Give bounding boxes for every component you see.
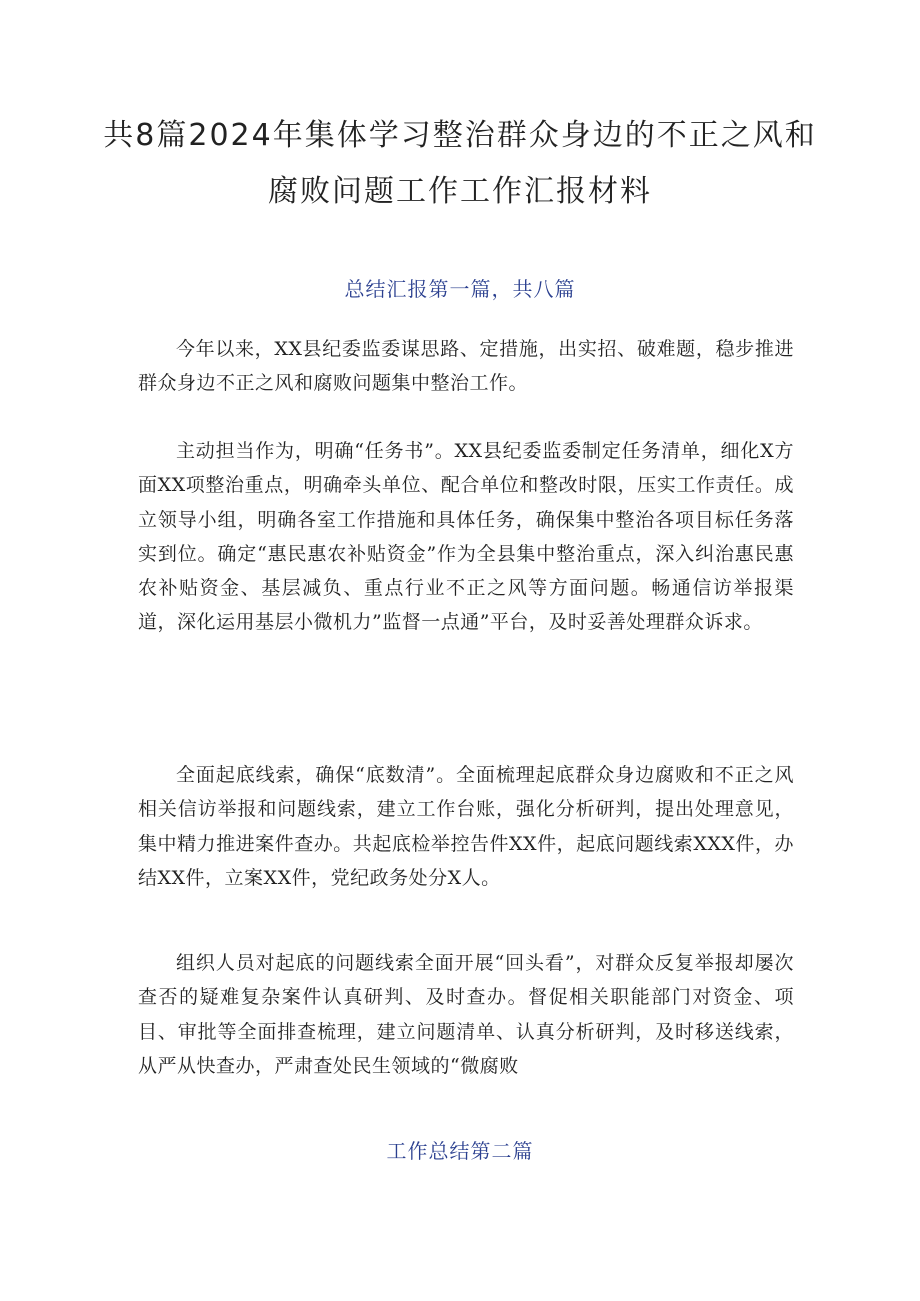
section-heading-1: 总结汇报第一篇，共八篇 (344, 277, 576, 301)
paragraph-1: 今年以来，XX县纪委监委谋思路、定措施，出实招、破难题，稳步推进群众身边不正之风和腐败问题集中整治工作。 (138, 338, 794, 395)
paragraph-4: 组织人员对起底的问题线索全面开展“回头看”，对群众反复举报却屡次查否的疑难复杂案件认真研判、及时查办。督促相关职能部门对资金、项目、审批等全面排查梳理，建立问题清单、认真分析研判，及时移送线索，从严从快查办，严肃查处民生领域的“微腐败 (138, 952, 794, 1077)
paragraph-2: 主动担当作为，明确“任务书”。XX县纪委监委制定任务清单，细化X方面XX项整治重点，明确牵头单位、配合单位和整改时限，压实工作责任。成立领导小组，明确各室工作措施和具体任务，确保集中整治各项目标任务落实到位。确定“惠民惠农补贴资金”作为全县集中整治重点，深入纠治惠民惠农补贴资金、基层减负、重点行业不正之风等方面问题。畅通信访举报渠道，深化运用基层小微机力”监督一点通”平台，及时妥善处理群众诉求。 (138, 440, 794, 634)
section-heading-2: 工作总结第二篇 (386, 1139, 534, 1163)
paragraph-3: 全面起底线索，确保“底数清”。全面梳理起底群众身边腐败和不正之风相关信访举报和问题线索，建立工作台账，强化分析研判，提出处理意见，集中精力推进案件查办。共起底检举控告件XX件，起底问题线索XXX件，办结XX件，立案XX件，党纪政务处分X人。 (138, 764, 794, 889)
document-title: 共8篇2024年集体学习整治群众身边的不正之风和腐败问题工作工作汇报材料 (103, 118, 817, 209)
